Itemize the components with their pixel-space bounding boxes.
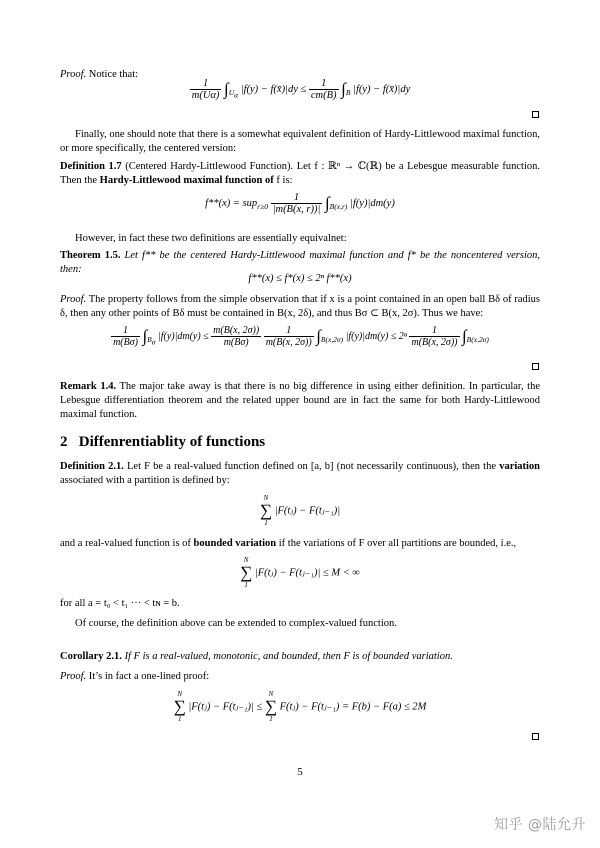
equation-6: N ∑ 1 |F(tⱼ) − F(tⱼ₋₁)| ≤ M < ∞ xyxy=(240,556,360,589)
qed-square xyxy=(532,733,539,740)
equation-term: |f(y) − f(x̄)|dy xyxy=(353,83,411,95)
fraction: $\frac{m(B(x, 2\sigma))}{m(B\sigma)}$ xyxy=(213,325,260,348)
definition-text-2: f is: xyxy=(276,175,293,186)
corollary-text: If F is a real-valued, monotonic, and bounded, then F is of bounded variation. xyxy=(124,651,453,662)
remark-label: Remark 1.4. xyxy=(60,381,117,392)
definition-bold-term: Hardy-Littlewood maximal function of xyxy=(99,175,274,186)
summation-sign: N ∑ 1 xyxy=(264,690,278,723)
qed-square xyxy=(532,111,539,118)
integral-sign: ∫ xyxy=(316,326,321,346)
fraction: $\frac{1}{|m(B(x, r))|}$ xyxy=(272,192,321,215)
section-number: 2 xyxy=(60,434,68,450)
corollary-label: Corollary 2.1. xyxy=(60,651,122,662)
integral-sign: ∫ xyxy=(462,326,467,346)
equation-4: $\frac{1}{m(B\sigma)}$ $\int_{B_\sigma}$ |f(y)|dm(y) ≤ $\frac{m(B(x, 2\sigma))}{m(B\sigma)}$ $\frac{1}{m(B(x, 2\sigma))}$ $\int_{B(x,2\sigma)}$ |f(y)|dm(y) ≤ 2ⁿ $\frac{1}{m(B(x, 2\sigma))}$ $\int_{B(x,2\sigma)}$ xyxy=(113,325,489,348)
definition-bold-term: variation xyxy=(499,461,541,472)
fraction: $\frac{1}{m(U\alpha)}$ xyxy=(191,78,220,101)
theorem-label: Theorem 1.5. xyxy=(60,250,121,261)
summation-sign: N ∑ 1 xyxy=(240,556,253,589)
proof-text: The property follows from the simple observation that if x is a point contained in an open ball Bδ of radius δ, then any other points of Bδ must be contained in B(x, 2δ), and thus Bσ ⊂ B(x, 2σ). Thus we have: xyxy=(60,294,540,319)
paragraph-bounded: and a real-valued function is of bounded variation if the variations of F over all partitions are bounded, i.e., xyxy=(60,538,517,549)
definition-label: Definition 1.7 xyxy=(60,161,122,172)
bold-term: bounded variation xyxy=(193,538,277,549)
proof-label: Proof. xyxy=(60,294,87,305)
integral-sign: ∫ xyxy=(142,326,148,346)
definition-1-7 xyxy=(60,160,540,188)
equation-term: |f(y) − f(x̄)|dy ≤ xyxy=(240,83,307,95)
page-number: 5 xyxy=(297,766,303,778)
proof-property xyxy=(60,293,540,321)
proof-text: Notice that: xyxy=(88,69,139,80)
theorem-text: Let f** be the centered Hardy-Littlewood maximal function and f* be the noncentered version, then: xyxy=(60,250,540,275)
proof-text: It’s in fact a one-lined proof: xyxy=(88,671,210,682)
corollary-2-1 xyxy=(60,650,540,664)
section-title: Diffenrentiablity of functions xyxy=(78,434,266,450)
paragraph-forall: for all a = t₀ < t₁ ··· < tɴ = b. xyxy=(60,598,180,609)
proof-label: Proof. xyxy=(60,671,87,682)
equation-7: N ∑ 1 |F(tⱼ) − F(tⱼ₋₁)| ≤ N ∑ 1 F(tⱼ) − F(tⱼ₋₁) = F(b) − F(a) ≤ 2M xyxy=(173,690,427,723)
paragraph-of-course: Of course, the definition above can be extended to complex-valued function. xyxy=(75,618,397,629)
fraction: $\frac{1}{m(B(x, 2\sigma))}$ xyxy=(411,325,458,348)
summation-sign: N ∑ 1 xyxy=(259,494,272,527)
remark-1-4 xyxy=(60,380,540,422)
integral-sign: ∫ xyxy=(224,79,229,99)
summation-sign: N ∑ 1 xyxy=(173,690,186,723)
integral-sign: ∫ xyxy=(341,79,346,99)
section-heading xyxy=(60,434,265,451)
qed-square xyxy=(532,363,539,370)
fraction: $\frac{1}{cm(B)}$ xyxy=(310,78,337,101)
equation-1: $\frac{1}{m(U\alpha)}$ $\int_{U_\alpha}$ |f(y) − f(x̄)|dy ≤ $\frac{1}{cm(B)}$ $\int_B$ |f(y) − f(x̄)|dy xyxy=(191,78,411,101)
definition-2-1 xyxy=(60,460,540,488)
paragraph-finally: Finally, one should note that there is a somewhat equivalent definition of Hardy-Littlewood maximal function, or more specifically, the centered version: xyxy=(60,129,540,154)
definition-text: Let f : ℝⁿ → ℂ(ℝ) be a Lebesgue measurable function. Then the xyxy=(60,161,541,186)
equation-5: N ∑ 1 |F(tⱼ) − F(tⱼ₋₁)| xyxy=(259,494,341,527)
definition-label: Definition 2.1. xyxy=(60,461,124,472)
paragraph-however: However, in fact these two definitions are essentially equivalnet: xyxy=(75,233,347,244)
equation-2: f**(x) = sup$_{r\ge 0}$ $\frac{1}{|m(B(x, r))|}$ $\int_{B(x,r)}$ |f(y)|dm(y) xyxy=(205,192,395,215)
definition-text-2: associated with a partition is defined by: xyxy=(60,475,230,486)
fraction: $\frac{1}{m(B(x, 2\sigma))}$ xyxy=(265,325,312,348)
watermark: 知乎 @陆允升 xyxy=(494,817,586,833)
proof-one-line xyxy=(60,670,540,684)
definition-title: (Centered Hardy-Littlewood Function). xyxy=(125,161,294,172)
equation-3: f**(x) ≤ f*(x) ≤ 2ⁿ f**(x) xyxy=(248,273,352,284)
fraction: $\frac{1}{m(B\sigma)}$ xyxy=(113,325,138,348)
integral-sign: ∫ xyxy=(324,193,330,213)
definition-text: Let F be a real-valued function defined on [a, b] (not necessarily continuous), then the xyxy=(127,461,497,472)
remark-text: The major take away is that there is no big difference in using either definition. In particular, the Lebesgue differentiation theorem and the related upper bound are in fact the same for both Hardy-Littlewood maximal function. xyxy=(60,381,541,420)
proof-label: Proof. xyxy=(60,69,87,80)
